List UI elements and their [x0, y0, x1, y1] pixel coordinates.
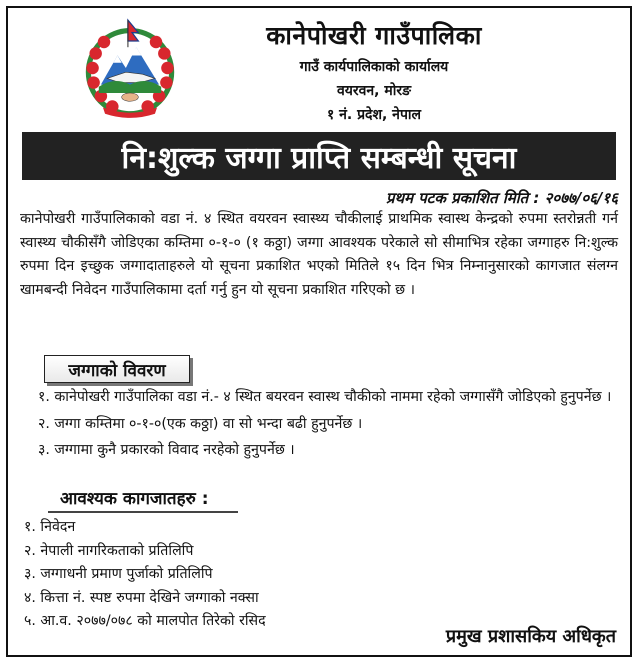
list-item: १. निवेदन — [24, 519, 76, 535]
notice-page — [6, 6, 632, 657]
list-item: ३. जग्गाधनी प्रमाण पुर्जाको प्रतिलिपि — [24, 566, 213, 582]
list-item: ३. जग्गामा कुनै प्रकारको विवाद नरहेको हुनुपर्नेछ । — [38, 442, 295, 458]
office-location: वयरवन, मोरङ — [336, 83, 412, 99]
province-line: १ नं. प्रदेश, नेपाल — [326, 107, 422, 123]
land-requirements-list — [38, 386, 618, 466]
nepal-coat-of-arms-icon — [78, 16, 182, 120]
list-item: ४. कित्ता नं. स्पष्ट रुपमा देखिने जग्गाको नक्सा — [24, 589, 259, 606]
notice-body: कानेपोखरी गाउँपालिकाको वडा नं. ४ स्थित वयरवन स्वास्थ्य चौकीलाई प्राथमिक स्वास्थ केन्द्रको रुपमा स्तरोन्नती गर्न स्वास्थ्य चौकीसँगै जोडिएका कम्तिमा ०-१-० (१ कठ्ठा) जग्गा आवश्यक परेकाले सो सीमाभित्र रहेका जग्गाहरु नि:शुल्क रुपमा दिन इच्छुक जग्गादाताहरुले यो सूचना प्रकाशित भएको मितिले १५ दिन भित्र निम्नानुसारको कागजात संलग्न खामबन्दी निवेदन गाउँपालिकामा दर्ता गर्नु हुन यो सूचना प्रकाशित गरिएको छ । — [20, 211, 618, 298]
organization-name: कानेपोखरी गाउँपालिका — [266, 21, 482, 50]
list-item: ५. आ.व. २०७७/०७८ को मालपोत तिरेको रसिद — [24, 613, 266, 629]
signatory-title: प्रमुख प्रशासकिय अधिकृत — [445, 626, 616, 647]
list-item: २. जग्गा कम्तिमा ०-१-०(एक कठ्ठा) वा सो भन्दा बढी हुनुपर्नेछ । — [38, 415, 363, 432]
documents-heading-underline — [48, 511, 238, 513]
list-item: १. कानेपोखरी गाउँपालिका वडा नं.- ४ स्थित बयरवन स्वास्थ चौकीको नाममा रहेको जग्गासँगै जोडिएको हुनुपर्नेछ । — [38, 389, 612, 405]
notice-title: नि:शुल्क जग्गा प्राप्ति सम्बन्धी सूचना — [22, 132, 616, 180]
publication-date: प्रथम पटक प्रकाशित मिति : २०७७/०६/१६ — [385, 189, 618, 207]
list-item: २. नेपाली नागरिकताको प्रतिलिपि — [24, 542, 194, 559]
land-details-heading: जग्गाको विवरण — [44, 355, 190, 383]
organization-block — [194, 18, 554, 124]
office-name: गाउँ कार्यपालिकाको कार्यालय — [299, 59, 449, 75]
documents-list — [24, 516, 584, 634]
notice-header — [8, 8, 630, 124]
documents-heading: आवश्यक कागजातहरु : — [60, 489, 209, 509]
